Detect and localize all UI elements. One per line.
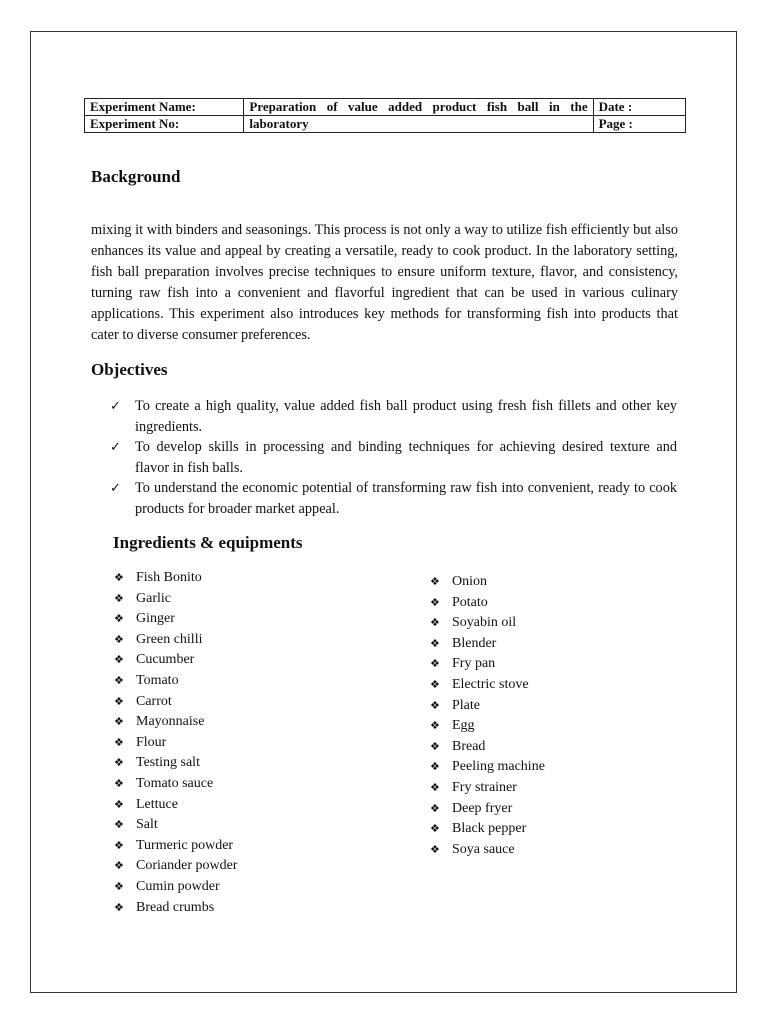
ingredient-label: Bread crumbs [136,899,215,915]
ingredient-label: Carrot [136,693,172,709]
ingredient-label: Fish Bonito [136,570,202,585]
ingredient-item [114,795,237,816]
ingredient-label: Egg [452,718,475,734]
ingredient-item [114,589,237,610]
ingredient-label: Ginger [136,611,175,627]
ingredient-label: Cumin powder [136,878,220,894]
diamond-bullet-icon: ❖ [114,879,124,893]
diamond-bullet-icon: ❖ [114,571,124,584]
objectives-heading: Objectives [91,360,168,379]
diamond-bullet-icon: ❖ [114,859,124,873]
ingredient-item [430,572,545,593]
diamond-bullet-icon: ❖ [114,900,124,914]
diamond-bullet-icon: ❖ [430,698,440,712]
diamond-bullet-icon: ❖ [430,801,440,815]
ingredient-label: Tomato [136,672,179,688]
objectives-list [110,396,677,519]
ingredient-item [114,815,237,836]
diamond-bullet-icon: ❖ [430,575,440,588]
ingredient-label: Cucumber [136,652,195,668]
diamond-bullet-icon: ❖ [114,818,124,832]
ingredient-label: Salt [136,817,158,833]
diamond-bullet-icon: ❖ [430,780,440,794]
ingredient-item [114,877,237,898]
ingredients-list-left [114,568,237,918]
ingredient-label: Electric stove [452,676,529,692]
ingredient-item [114,692,237,713]
diamond-bullet-icon: ❖ [114,632,124,646]
diamond-bullet-icon: ❖ [114,776,124,790]
diamond-bullet-icon: ❖ [114,673,124,687]
ingredient-label: Flour [136,734,167,750]
ingredient-item [114,630,237,651]
objective-item: ✓ To create a high quality, value added fish ball product using fresh fish fillets and other key ingredients. [110,398,677,435]
ingredient-item [114,609,237,630]
ingredient-label: Testing salt [136,755,200,771]
ingredient-label: Blender [452,635,497,651]
ingredient-label: Coriander powder [136,858,238,874]
ingredient-label: Onion [452,574,487,589]
objective-item: ✓ To understand the economic potential of transforming raw fish into convenient, ready to cook products for broader market appeal. [110,480,677,517]
diamond-bullet-icon: ❖ [114,735,124,749]
diamond-bullet-icon: ❖ [430,842,440,856]
diamond-bullet-icon: ❖ [114,591,124,605]
ingredient-item [114,650,237,671]
page-label: Page : [593,116,685,133]
ingredient-item [430,840,545,861]
ingredient-label: Black pepper [452,821,527,837]
ingredient-label: Mayonnaise [136,714,205,730]
ingredient-label: Tomato sauce [136,775,214,791]
diamond-bullet-icon: ❖ [430,739,440,753]
ingredient-item [430,593,545,614]
ingredient-label: Fry strainer [452,779,517,795]
objective-item: ✓ To develop skills in processing and binding techniques for achieving desired texture and flavor in fish balls. [110,439,677,476]
ingredient-label: Lettuce [136,796,178,812]
ingredient-item [430,696,545,717]
experiment-name-label: Experiment Name: [85,99,244,116]
ingredient-label: Green chilli [136,631,203,647]
diamond-bullet-icon: ❖ [114,838,124,852]
diamond-bullet-icon: ❖ [430,616,440,630]
ingredients-heading: Ingredients & equipments [113,533,303,552]
ingredient-item [430,675,545,696]
ingredient-label: Soya sauce [452,841,515,857]
checkmark-icon: ✓ [110,439,121,454]
diamond-bullet-icon: ❖ [114,694,124,708]
ingredient-label: Potato [452,594,488,610]
ingredient-item [114,568,237,589]
ingredient-item [430,799,545,820]
ingredient-item [430,634,545,655]
diamond-bullet-icon: ❖ [430,822,440,836]
diamond-bullet-icon: ❖ [430,760,440,774]
ingredient-label: Plate [452,697,480,713]
diamond-bullet-icon: ❖ [430,677,440,691]
background-heading: Background [91,167,181,186]
diamond-bullet-icon: ❖ [430,719,440,733]
experiment-header-table [84,98,686,133]
ingredient-item [114,774,237,795]
ingredient-label: Turmeric powder [136,837,234,853]
ingredient-item [430,778,545,799]
experiment-name-value-line1: Preparation of value added product fish ball in the [244,99,593,116]
ingredient-item [430,716,545,737]
diamond-bullet-icon: ❖ [430,657,440,671]
ingredient-label: Garlic [136,590,171,606]
ingredient-item [114,856,237,877]
ingredient-item [114,753,237,774]
diamond-bullet-icon: ❖ [114,756,124,770]
background-paragraph: mixing it with binders and seasonings. This process is not only a way to utilize fish efficiently but also enhances its value and appeal by creating a versatile, ready to cook product. In the laboratory setting, fish ball preparation involves precise techniques to ensure uniform texture, flavor, and consistency, turning raw fish into a convenient and flavorful ingredient that can be used in various culinary applications. This experiment also introduces key methods for transforming fish into products that cater to diverse consumer preferences. [91,222,678,343]
diamond-bullet-icon: ❖ [114,653,124,667]
ingredient-item [430,654,545,675]
ingredient-label: Deep fryer [452,800,513,816]
ingredients-list-right [430,572,545,860]
ingredient-item [114,712,237,733]
diamond-bullet-icon: ❖ [114,715,124,729]
diamond-bullet-icon: ❖ [114,612,124,626]
ingredient-item [114,836,237,857]
ingredient-item [114,671,237,692]
experiment-no-label: Experiment No: [85,116,244,133]
diamond-bullet-icon: ❖ [114,797,124,811]
checkmark-icon: ✓ [110,480,121,495]
ingredient-item [430,757,545,778]
ingredient-item [430,819,545,840]
ingredient-item [114,898,237,919]
ingredient-item [430,737,545,758]
experiment-name-value-line2: laboratory [244,116,593,133]
checkmark-icon: ✓ [110,398,121,413]
ingredient-label: Bread [452,738,486,754]
diamond-bullet-icon: ❖ [430,636,440,650]
ingredient-label: Soyabin oil [452,615,517,631]
ingredient-label: Peeling machine [452,759,545,775]
diamond-bullet-icon: ❖ [430,595,440,609]
ingredient-label: Fry pan [452,656,496,672]
date-label: Date : [593,99,685,116]
ingredient-item [430,613,545,634]
ingredient-item [114,733,237,754]
